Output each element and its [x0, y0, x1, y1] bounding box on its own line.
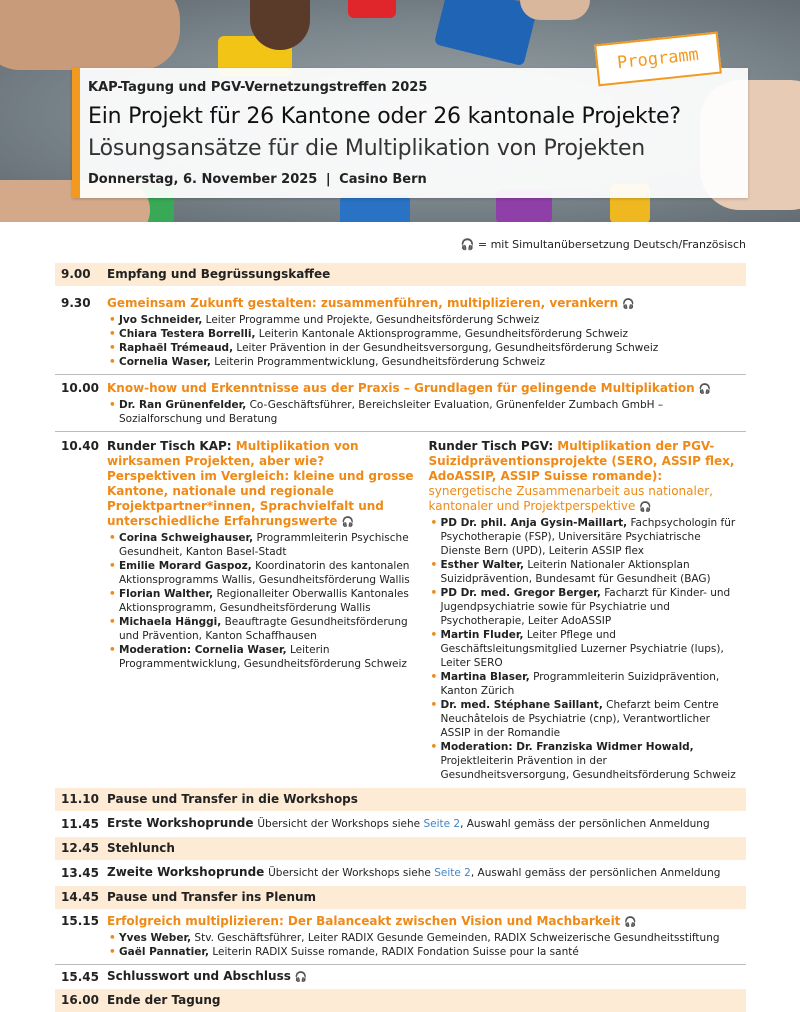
- session-label: Ende der Tagung: [107, 993, 221, 1007]
- time: 11.45: [61, 816, 99, 831]
- date-venue-line: [88, 172, 427, 187]
- speaker-item: • Raphaël Trémeaud, Leiter Prävention in der Gesundheitsversorgung, Gesundheitsförderung Schweiz: [107, 341, 736, 355]
- headphones-icon: 🎧: [698, 384, 712, 395]
- session-note: Übersicht der Workshops siehe Seite 2, Auswahl gemäss der persönlichen Anmeldung: [268, 867, 721, 879]
- headphones-icon: 🎧: [622, 299, 635, 310]
- time: 10.00: [61, 381, 99, 395]
- speaker-item: • Martina Blaser, Programmleiterin Suizidprävention, Kanton Zürich: [429, 670, 737, 698]
- puzzle-piece-blue-2: [340, 195, 410, 222]
- schedule-row-1245: [55, 837, 746, 860]
- speaker-item: • Florian Walther, Regionalleiter Oberwallis Kantonales Aktionsprogramm, Gesundheitsförderung Wallis: [107, 587, 415, 615]
- round-table-kap: [107, 439, 415, 782]
- session-label: Empfang und Begrüssungskaffee: [107, 267, 331, 281]
- hand-left: [0, 0, 180, 70]
- speaker-item: • Emilie Morard Gaspoz, Koordinatorin des kantonalen Aktionsprogramms Wallis, Gesundheitsförderung Wallis: [107, 559, 415, 587]
- headphones-icon: 🎧: [460, 238, 475, 251]
- session-label: Erste Workshoprunde: [107, 816, 254, 830]
- schedule-row-1445: [55, 886, 746, 909]
- headphones-icon: 🎧: [639, 502, 652, 513]
- speaker-item: • Michaela Hänggi, Beauftragte Gesundheitsförderung und Prävention, Kanton Schaffhausen: [107, 615, 415, 643]
- session-title: Know-how und Erkenntnisse aus der Praxis – Grundlagen für gelingende Multiplikation: [107, 381, 695, 395]
- schedule-row-1515: [55, 909, 746, 965]
- schedule: [55, 263, 746, 1012]
- translation-note: [461, 238, 746, 251]
- puzzle-piece-red: [348, 0, 396, 18]
- session-title: Erfolgreich multiplizieren: Der Balanceakt zwischen Vision und Machbarkeit: [107, 914, 621, 928]
- time: 11.10: [61, 792, 99, 806]
- page-2-link[interactable]: Seite 2: [434, 867, 471, 879]
- speaker-item: • Esther Walter, Leiterin Nationaler Aktionsplan Suizidprävention, Bundesamt für Gesundheit (BAG): [429, 558, 737, 586]
- session-title: Multiplikation der PGV-Suizidpräventionsprojekte (SERO, ASSIP flex, AdoASSIP, ASSIP Suisse romande):: [428, 439, 735, 483]
- schedule-row-1000: [55, 375, 746, 432]
- headphones-icon: 🎧: [341, 517, 354, 528]
- round-table-prefix: Runder Tisch KAP:: [107, 439, 236, 453]
- date-separator: |: [325, 172, 331, 187]
- event-venue: Casino Bern: [339, 172, 427, 187]
- time: 13.45: [61, 865, 99, 880]
- headphones-icon: 🎧: [624, 917, 637, 928]
- speaker-item: • Gaël Pannatier, Leiterin RADIX Suisse romande, RADIX Fondation Suisse pour la santé: [107, 945, 736, 959]
- programm-stamp: Programm: [594, 32, 722, 87]
- round-table-pgv: [429, 439, 737, 782]
- time: 14.45: [61, 890, 99, 904]
- schedule-row-1040: [55, 432, 746, 788]
- schedule-row-1545: [55, 965, 746, 989]
- schedule-row-0930: [55, 292, 746, 375]
- time: 15.15: [61, 914, 99, 928]
- speaker-item: • Dr. med. Stéphane Saillant, Chefarzt beim Centre Neuchâtelois de Psychiatrie (cnp), Verantwortlicher ASSIP in der Romandie: [429, 698, 737, 740]
- time: 9.00: [61, 267, 91, 281]
- title-accent-bar: [72, 68, 80, 198]
- page-subtitle: Lösungsansätze für die Multiplikation von Projekten: [88, 136, 646, 161]
- speaker-list: [429, 516, 737, 782]
- schedule-row-1345: [55, 860, 746, 886]
- session-label: Stehlunch: [107, 841, 175, 855]
- session-title: Gemeinsam Zukunft gestalten: zusammenführen, multiplizieren, verankern: [107, 296, 619, 310]
- speaker-item: • Moderation: Cornelia Waser, Leiterin Programmentwicklung, Gesundheitsförderung Schweiz: [107, 643, 415, 671]
- session-label: Pause und Transfer in die Workshops: [107, 792, 358, 806]
- round-table-prefix: Runder Tisch PGV:: [428, 439, 558, 453]
- schedule-row-1145: [55, 811, 746, 837]
- speaker-list: [107, 398, 736, 426]
- hand-top-right: [520, 0, 590, 20]
- headphones-icon: 🎧: [294, 972, 308, 983]
- page-2-link[interactable]: Seite 2: [423, 818, 461, 830]
- speaker-item: • PD Dr. phil. Anja Gysin-Maillart, Fachpsychologin für Psychotherapie (FSP), Universitäre Psychiatrische Dienste Bern (UPD), Leiterin ASSIP flex: [429, 516, 737, 558]
- schedule-row-0900: [55, 263, 746, 286]
- time: 9.30: [61, 296, 91, 310]
- session-title: Multiplikation von wirksamen Projekten, aber wie? Perspektiven im Vergleich: kleine und grosse Kantone, nationale und regionale Projektpartner*innen, Sprachvielfalt und unterschiedliche Erfahrungswerte: [107, 439, 414, 528]
- time: 12.45: [61, 841, 99, 855]
- speaker-item: • Chiara Testera Borrelli, Leiterin Kantonale Aktionsprogramme, Gesundheitsförderung Schweiz: [107, 327, 736, 341]
- speaker-list: [107, 313, 736, 369]
- time: 10.40: [61, 439, 99, 453]
- session-title-cont: synergetische Zusammenarbeit aus nationaler, kantonaler und Projektperspektive: [428, 484, 713, 513]
- time: 16.00: [61, 993, 99, 1007]
- page-title: Ein Projekt für 26 Kantone oder 26 kantonale Projekte?: [88, 104, 681, 129]
- session-label: Zweite Workshoprunde: [107, 865, 265, 879]
- session-label: Schlusswort und Abschluss: [107, 969, 291, 983]
- speaker-item: • Dr. Ran Grünenfelder, Co-Geschäftsführer, Bereichsleiter Evaluation, Grünenfelder Zumbach GmbH – Sozialforschung und Beratung: [107, 398, 736, 426]
- schedule-row-1600: [55, 989, 746, 1012]
- speaker-item: • Martin Fluder, Leiter Pflege und Geschäftsleitungsmitglied Luzerner Psychiatrie (lups), Leiter SERO: [429, 628, 737, 670]
- translation-note-text: = mit Simultanübersetzung Deutsch/Französisch: [477, 238, 746, 251]
- time: 15.45: [61, 969, 99, 984]
- speaker-item: • Corina Schweighauser, Programmleiterin Psychische Gesundheit, Kanton Basel-Stadt: [107, 531, 415, 559]
- speaker-list: [107, 531, 415, 671]
- speaker-item: • Cornelia Waser, Leiterin Programmentwicklung, Gesundheitsförderung Schweiz: [107, 355, 736, 369]
- speaker-item: • PD Dr. med. Gregor Berger, Facharzt für Kinder- und Jugendpsychiatrie sowie für Psychiatrie und Psychotherapie, Leiter AdoASSIP: [429, 586, 737, 628]
- speaker-item: • Jvo Schneider, Leiter Programme und Projekte, Gesundheitsförderung Schweiz: [107, 313, 736, 327]
- event-date: Donnerstag, 6. November 2025: [88, 172, 318, 187]
- speaker-item: • Yves Weber, Stv. Geschäftsführer, Leiter RADIX Gesunde Gemeinden, RADIX Schweizerische Gesundheitsstiftung: [107, 931, 736, 945]
- session-note: Übersicht der Workshops siehe Seite 2, Auswahl gemäss der persönlichen Anmeldung: [257, 818, 710, 830]
- event-kicker: KAP-Tagung und PGV-Vernetzungstreffen 2025: [88, 80, 428, 95]
- speaker-item: • Moderation: Dr. Franziska Widmer Howald, Projektleiterin Prävention in der Gesundheitsversorgung, Gesundheitsförderung Schweiz: [429, 740, 737, 782]
- header-photo: [0, 0, 800, 222]
- schedule-row-1110: [55, 788, 746, 811]
- session-label: Pause und Transfer ins Plenum: [107, 890, 317, 904]
- speaker-list: [107, 931, 736, 959]
